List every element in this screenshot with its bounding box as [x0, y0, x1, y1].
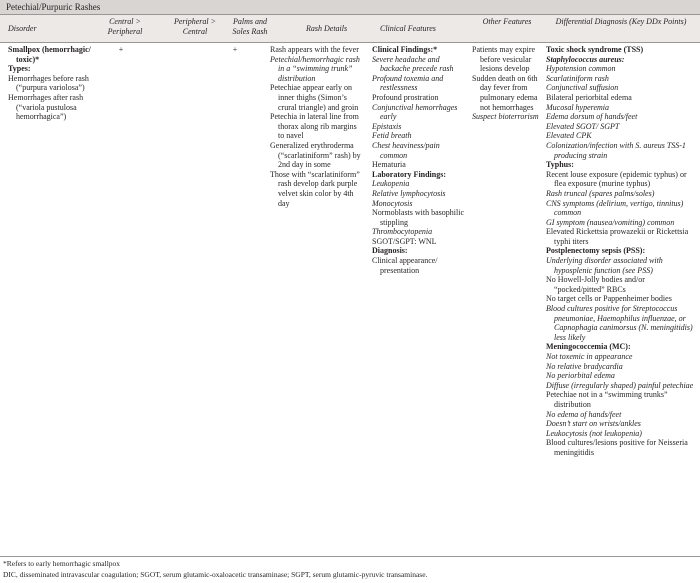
ddx-item: Conjunctival suffusion — [546, 83, 619, 93]
ddx-item: Hypotension common — [546, 64, 616, 74]
header-rash-details: Rash Details — [306, 24, 348, 33]
ddx-item: Postplenectomy sepsis (PSS): — [546, 246, 646, 256]
rash-detail-item: Petechia in lateral line from thorax along rib margins to navel — [270, 112, 359, 141]
disorder-column — [8, 45, 92, 122]
ddx-item: Leukocytosis (not leukopenia) — [546, 428, 642, 438]
central-peripheral-mark: + — [118, 45, 124, 54]
ddx-item: Toxic shock syndrome (TSS) — [546, 45, 644, 54]
header-palms-soles: Palms and Soles Rash — [232, 17, 268, 36]
disorder-line: Hemorrhages before rash (“purpura variolosa”) — [8, 73, 89, 93]
disorder-line: Smallpox (hemorrhagic/ toxic)* — [8, 45, 91, 64]
rash-details-column — [270, 45, 364, 208]
ddx-item: Mucosal hyperemia — [546, 102, 610, 112]
clinical-feature-item: SGOT/SGPT: WNL — [372, 236, 437, 246]
rash-detail-item: Petechiae appear early on inner thighs (Simon’s crural triangle) and groin — [270, 83, 359, 112]
table-bottom-rule — [0, 556, 700, 557]
clinical-feature-item: Normoblasts with basophilic stippling — [372, 208, 464, 227]
ddx-item: No periorbital edema — [546, 371, 615, 381]
ddx-item: Bilateral periorbital edema — [546, 92, 632, 102]
ddx-item: No Howell-Jolly bodies and/or “pocked/pitted” RBCs — [546, 275, 645, 294]
footnote-smallpox: *Refers to early hemorrhagic smallpox — [3, 559, 121, 568]
header-clinical-features: Clinical Features — [380, 24, 436, 33]
clinical-features-column — [372, 45, 468, 275]
disorder-line: Hemorrhages after rash (“variola pustulosa hemorrhagica”) — [8, 92, 84, 122]
header-central-peripheral: Central > Peripheral — [107, 17, 143, 36]
ddx-item: No target cells or Pappenheimer bodies — [546, 294, 672, 304]
clinical-feature-item: Profound toxemia and restlessness — [372, 73, 444, 93]
rash-detail-item: Those with “scarlatiniform” rash develop dark purple velvet skin color by 4th day — [270, 169, 360, 208]
rash-detail-item: Rash appears with the fever — [270, 45, 359, 54]
ddx-item: Recent louse exposure (epidemic typhus) or flea exposure (murine typhus) — [546, 169, 687, 189]
ddx-item: CNS symptoms (delirium, vertigo, tinnitus) common — [546, 198, 684, 218]
ddx-column — [546, 45, 696, 458]
ddx-item: Elevated SGOT/ SGPT — [546, 121, 620, 131]
ddx-item: Scarlatiniform rash — [546, 73, 609, 83]
header-other-features: Other Features — [482, 17, 532, 26]
ddx-item: GI symptom (nausea/vomiting) common — [546, 217, 675, 227]
ddx-item: Blood cultures/lesions positive for Neisseria meningitidis — [546, 438, 688, 457]
clinical-feature-item: Severe headache and backache precede rash — [372, 54, 454, 74]
rash-detail-item: Petechial/hemorrhagic rash in a “swimming trunk” distribution — [270, 54, 360, 83]
clinical-feature-item: Epistaxis — [372, 121, 402, 131]
ddx-item: Elevated Rickettsia prowazekii or Rickettsia typhi titers — [546, 227, 689, 246]
header-peripheral-central: Peripheral > Central — [173, 17, 217, 36]
other-feature-item: Sudden death on 6th day fever from pulmonary edema not hemorrhages — [472, 73, 538, 112]
clinical-feature-item: Laboratory Findings: — [372, 169, 447, 179]
table-header-row — [0, 15, 700, 43]
footnote-abbreviations: DIC, disseminated intravascular coagulation; SGOT, serum glutamic-oxaloacetic transaminase; SGPT, serum glutamic-pyruvic transaminase. — [3, 570, 428, 579]
clinical-feature-item: Clinical Findings:* — [372, 45, 438, 54]
clinical-feature-item: Diagnosis: — [372, 246, 408, 256]
ddx-item: Edema dorsum of hands/feet — [546, 112, 638, 122]
ddx-item: Elevated CPK — [546, 131, 592, 141]
ddx-item: Rash truncal (spares palms/soles) — [546, 188, 655, 198]
other-feature-item: Patients may expire before vesicular lesions develop — [472, 45, 536, 74]
clinical-feature-item: Conjunctival hemorrhages early — [372, 102, 458, 122]
clinical-feature-item: Fetid breath — [372, 131, 412, 141]
ddx-item: Underlying disorder associated with hyposplenic function (see PSS) — [546, 256, 663, 275]
ddx-item: No edema of hands/feet — [546, 409, 622, 419]
clinical-feature-item: Relative lymphocytosis — [372, 188, 446, 198]
other-feature-item: Suspect bioterrorism — [472, 112, 539, 122]
disorder-line: Types: — [8, 64, 31, 74]
ddx-item: Colonization/infection with S. aureus TSS-1 producing strain — [546, 140, 686, 160]
section-title: Petechial/Purpuric Rashes — [0, 0, 700, 15]
header-disorder: Disorder — [8, 24, 37, 33]
ddx-item: Diffuse (irregularly shaped) painful petechiae — [546, 380, 694, 390]
ddx-item: Petechiae not in a “swimming trunks” distribution — [546, 390, 668, 409]
ddx-item: Blood cultures positive for Streptococcus pneumoniae, Haemophilus influenzae, or Capnophagia canimorsus (N. meningitidis) less likely — [546, 304, 693, 342]
clinical-feature-item: Hematuria — [372, 160, 406, 170]
clinical-feature-item: Leukopenia — [372, 179, 410, 189]
clinical-feature-item: Monocytosis — [372, 198, 413, 208]
ddx-item: Staphylococcus aureus: — [546, 54, 625, 64]
ddx-item: Meningococcemia (MC): — [546, 342, 631, 352]
ddx-item: No relative bradycardia — [546, 361, 623, 371]
ddx-item: Typhus: — [546, 160, 574, 170]
header-ddx: Differential Diagnosis (Key DDx Points) — [555, 17, 687, 26]
other-features-column — [472, 45, 540, 122]
palms-soles-mark: + — [232, 45, 238, 54]
clinical-feature-item: Clinical appearance/ presentation — [372, 256, 438, 275]
ddx-item: Not toxemic in appearance — [546, 352, 633, 361]
clinical-feature-item: Profound prostration — [372, 92, 439, 102]
ddx-item: Doesn’t start on wrists/ankles — [546, 419, 641, 429]
rash-detail-item: Generalized erythroderma (“scarlatiniform” rash) by 2nd day in some — [270, 140, 361, 170]
clinical-feature-item: Chest heaviness/pain common — [372, 140, 440, 160]
clinical-feature-item: Thrombocytopenia — [372, 227, 433, 237]
